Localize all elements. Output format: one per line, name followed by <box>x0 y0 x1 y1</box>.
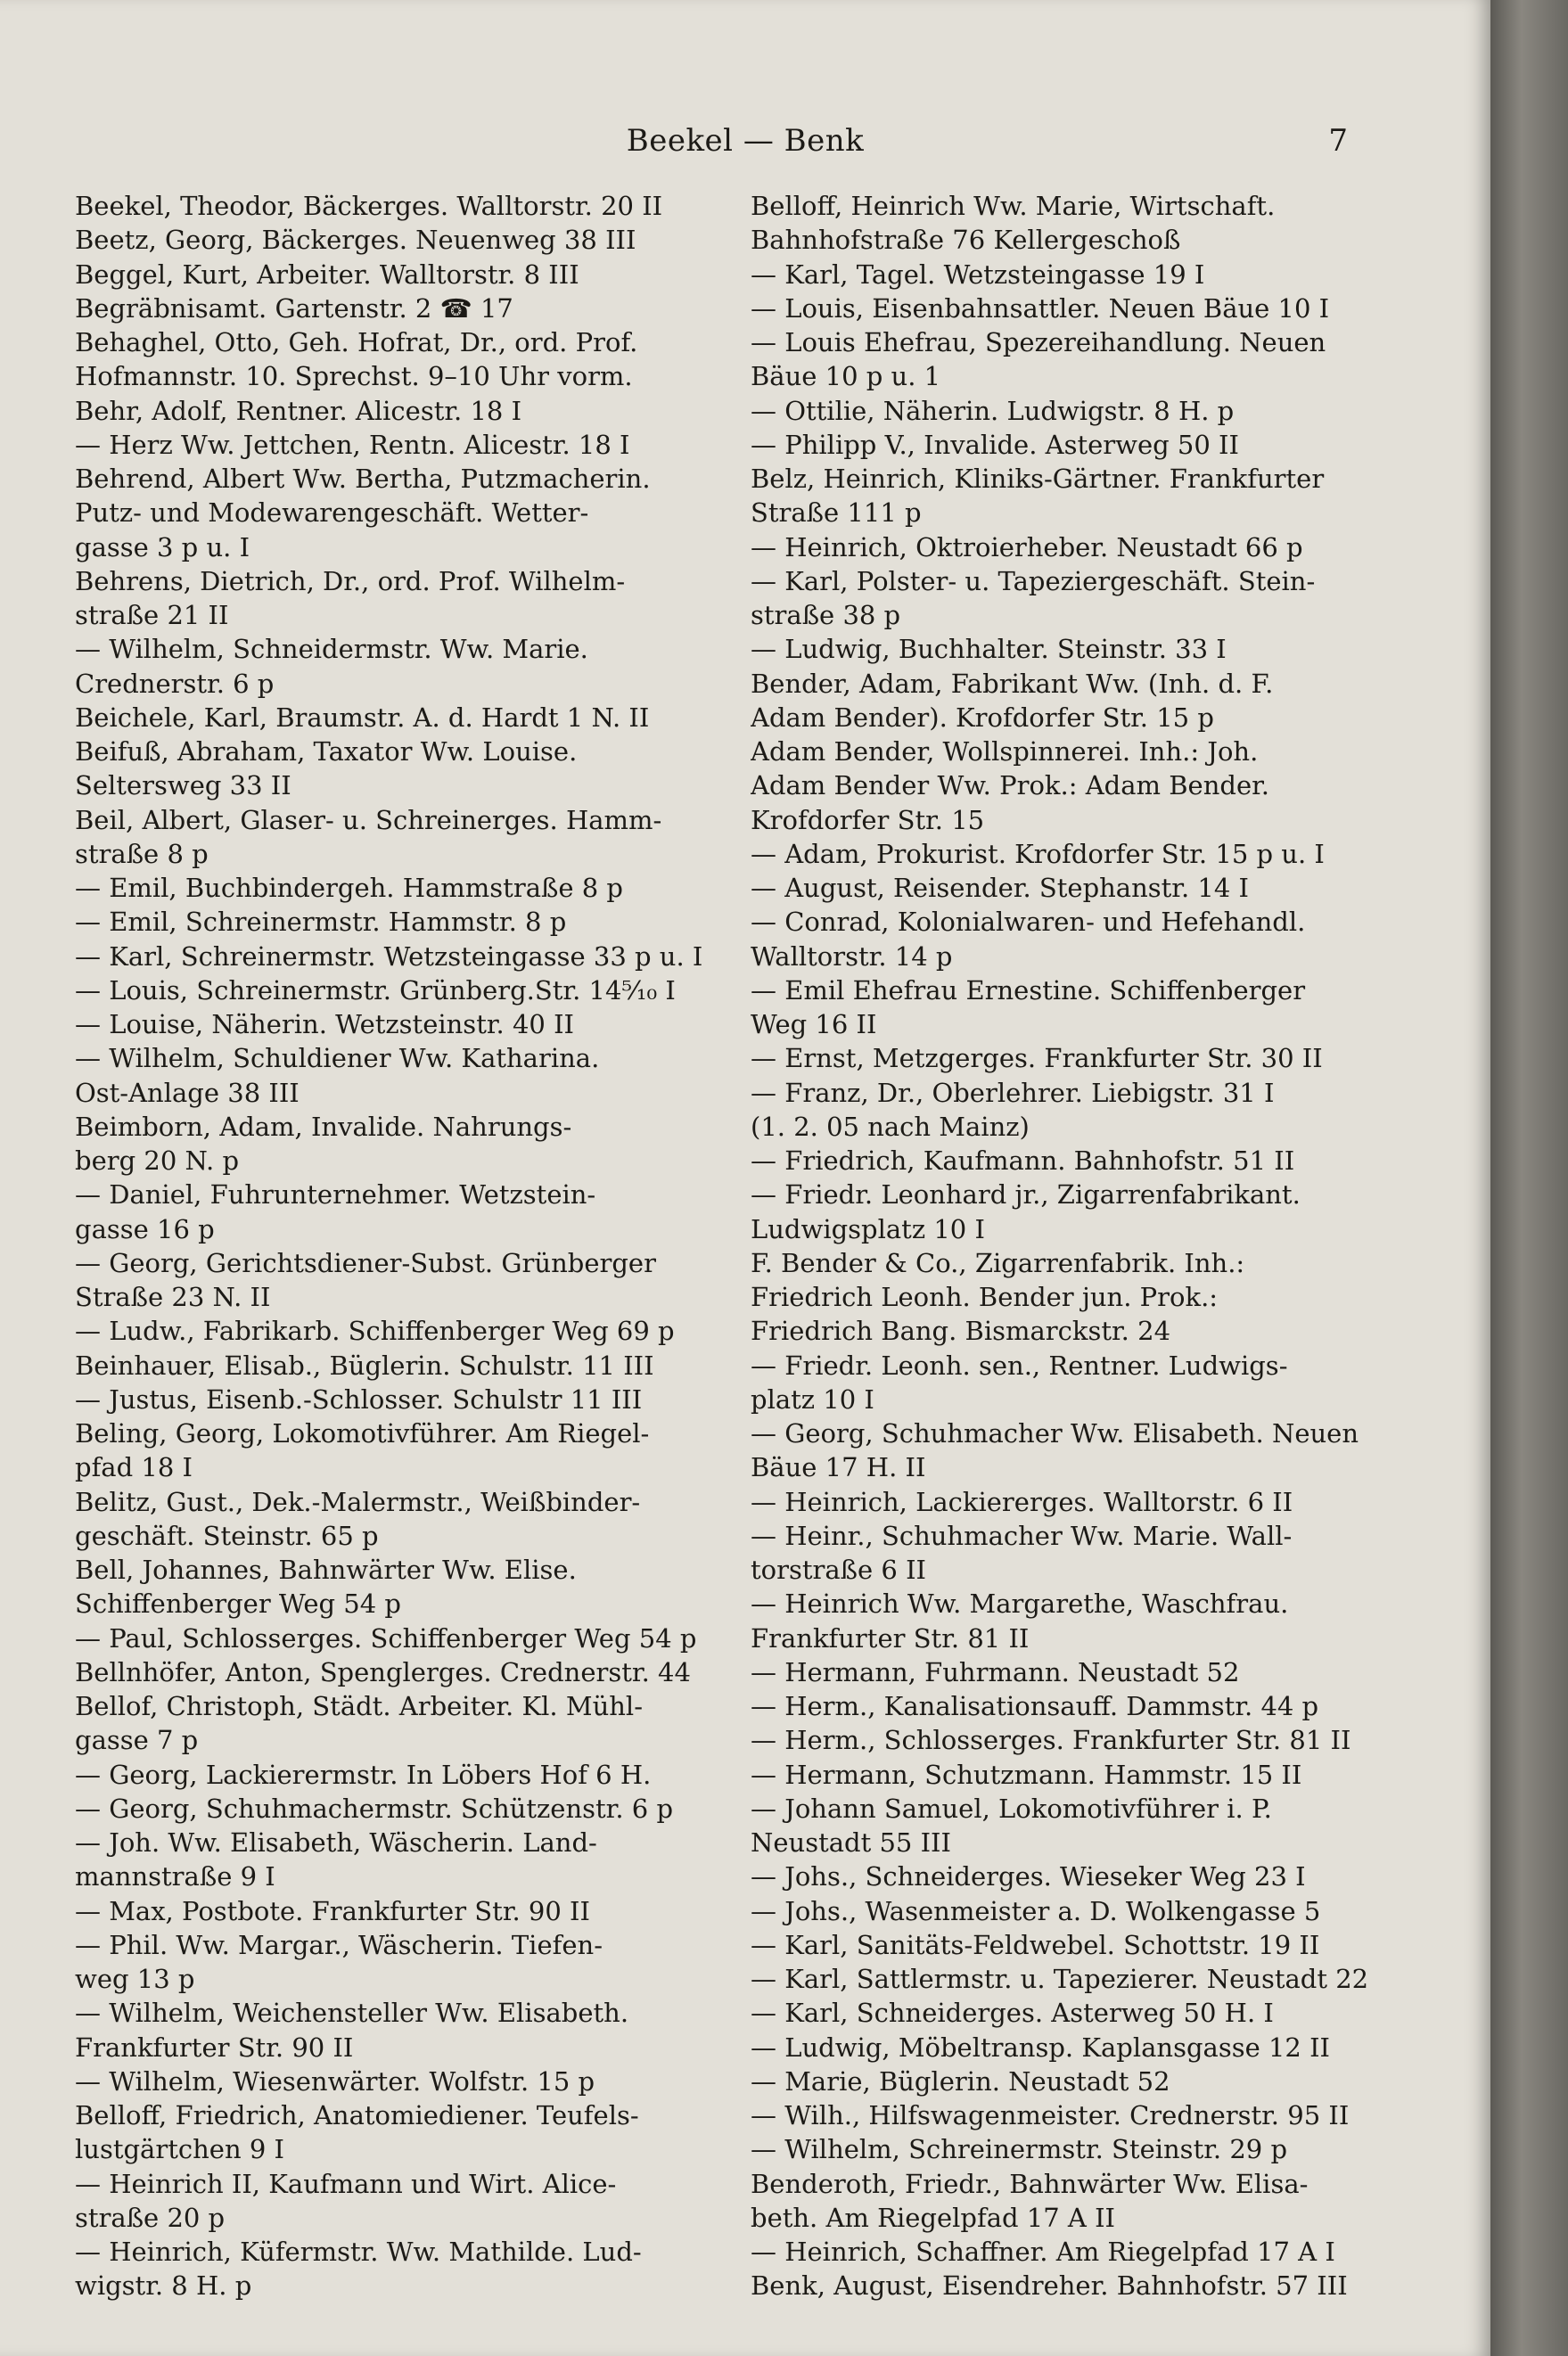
directory-line: Beil, Albert, Glaser- u. Schreinerges. Hamm- <box>75 804 662 835</box>
directory-line: — Georg, Lackierermstr. In Löbers Hof 6 H. <box>75 1759 652 1790</box>
directory-line: — Justus, Eisenb.-Schlosser. Schulstr 11 III <box>75 1383 643 1415</box>
directory-line: — Max, Postbote. Frankfurter Str. 90 II <box>75 1895 590 1926</box>
directory-line: Bellnhöfer, Anton, Spenglerges. Crednerstr. 44 <box>75 1656 691 1687</box>
directory-line: Begräbnisamt. Gartenstr. 2 ☎ 17 <box>75 292 513 324</box>
directory-line: Behr, Adolf, Rentner. Alicestr. 18 I <box>75 395 522 426</box>
directory-line: Bellof, Christoph, Städt. Arbeiter. Kl. Mühl- <box>75 1691 643 1721</box>
directory-line: — Georg, Gerichtsdiener-Subst. Grünberger <box>75 1247 656 1278</box>
directory-line: — Herm., Schlosserges. Frankfurter Str. 81 II <box>751 1725 1351 1756</box>
directory-line: Hofmannstr. 10. Sprechst. 9–10 Uhr vorm. <box>75 361 633 392</box>
directory-line: torstraße 6 II <box>751 1555 926 1585</box>
directory-line: Belz, Heinrich, Kliniks-Gärtner. Frankfurter <box>751 464 1325 494</box>
directory-line: Bahnhofstraße 76 Kellergeschoß <box>751 225 1181 256</box>
directory-line: — Ludwig, Möbeltransp. Kaplansgasse 12 II <box>751 2032 1331 2063</box>
directory-line: — Marie, Büglerin. Neustadt 52 <box>751 2065 1170 2097</box>
directory-line: — Friedr. Leonhard jr., Zigarrenfabrikant. <box>751 1179 1301 1211</box>
directory-line: — Heinrich, Lackiererges. Walltorstr. 6 II <box>751 1486 1293 1517</box>
directory-line: — Emil Ehefrau Ernestine. Schiffenberger <box>751 974 1306 1006</box>
directory-line: Adam Bender Ww. Prok.: Adam Bender. <box>751 770 1269 801</box>
directory-line: — Ludwig, Buchhalter. Steinstr. 33 I <box>751 634 1227 665</box>
directory-line: — Louis, Eisenbahnsattler. Neuen Bäue 10 I <box>751 292 1330 324</box>
directory-line: — Conrad, Kolonialwaren- und Hefehandl. <box>751 907 1306 938</box>
left-column <box>75 189 743 2303</box>
directory-line: lustgärtchen 9 I <box>75 2134 284 2165</box>
directory-line: — Hermann, Schutzmann. Hammstr. 15 II <box>751 1759 1302 1790</box>
directory-line: — Johs., Wasenmeister a. D. Wolkengasse 5 <box>751 1895 1321 1926</box>
directory-line: — Hermann, Fuhrmann. Neustadt 52 <box>751 1656 1240 1687</box>
directory-line: — Ottilie, Näherin. Ludwigstr. 8 H. p <box>751 395 1235 426</box>
directory-line: gasse 7 p <box>75 1725 199 1756</box>
directory-line: gasse 3 p u. I <box>75 531 250 562</box>
directory-line: Belloff, Heinrich Ww. Marie, Wirtschaft. <box>751 191 1276 221</box>
directory-line: — Karl, Sattlermstr. u. Tapezierer. Neustadt 22 <box>751 1964 1369 1994</box>
directory-line: Benderoth, Friedr., Bahnwärter Ww. Elisa- <box>751 2168 1309 2199</box>
directory-line: — Heinrich, Oktroierheber. Neustadt 66 p <box>751 531 1303 562</box>
directory-line: Schiffenberger Weg 54 p <box>75 1588 401 1620</box>
directory-line: Bäue 10 p u. 1 <box>751 361 941 392</box>
directory-line: Belloff, Friedrich, Anatomiediener. Teufels- <box>75 2100 639 2130</box>
directory-line: — Johann Samuel, Lokomotivführer i. P. <box>751 1793 1272 1824</box>
running-head: Beekel — Benk <box>626 123 865 159</box>
directory-line: Bender, Adam, Fabrikant Ww. (Inh. d. F. <box>751 668 1274 699</box>
directory-line: Seltersweg 33 II <box>75 770 291 801</box>
directory-line: — Wilhelm, Schuldiener Ww. Katharina. <box>75 1043 600 1074</box>
directory-line: — Heinr., Schuhmacher Ww. Marie. Wall- <box>751 1520 1293 1551</box>
directory-line: weg 13 p <box>75 1964 195 1994</box>
directory-line: Straße 111 p <box>751 497 922 529</box>
book-edge <box>1490 0 1568 2356</box>
directory-line: (1. 2. 05 nach Mainz) <box>751 1111 1030 1142</box>
directory-line: — Karl, Polster- u. Tapeziergeschäft. Stein- <box>751 565 1316 596</box>
directory-line: — Louis Ehefrau, Spezereihandlung. Neuen <box>751 327 1326 357</box>
directory-line: Beetz, Georg, Bäckerges. Neuenweg 38 III <box>75 225 636 256</box>
directory-line: — Wilhelm, Schreinermstr. Steinstr. 29 p <box>751 2134 1288 2165</box>
directory-line: — August, Reisender. Stephanstr. 14 I <box>751 873 1250 903</box>
directory-line: — Louis, Schreinermstr. Grünberg.Str. 14⁵⁄₁₀ I <box>75 974 676 1006</box>
directory-line: Beifuß, Abraham, Taxator Ww. Louise. <box>75 736 578 767</box>
directory-line: Frankfurter Str. 81 II <box>751 1622 1030 1654</box>
directory-line: Bäue 17 H. II <box>751 1452 926 1483</box>
directory-line: — Wilhelm, Schneidermstr. Ww. Marie. <box>75 634 588 665</box>
directory-line: Putz- und Modewarengeschäft. Wetter- <box>75 497 589 529</box>
directory-line: Belitz, Gust., Dek.-Malermstr., Weißbinder- <box>75 1486 641 1517</box>
directory-line: — Karl, Tagel. Wetzsteingasse 19 I <box>751 259 1205 290</box>
directory-line: Friedrich Bang. Bismarckstr. 24 <box>751 1316 1171 1347</box>
directory-line: Frankfurter Str. 90 II <box>75 2032 354 2063</box>
directory-line: — Emil, Buchbindergeh. Hammstraße 8 p <box>75 873 623 903</box>
directory-line: Ludwigsplatz 10 I <box>751 1213 985 1244</box>
directory-line: — Phil. Ww. Margar., Wäscherin. Tiefen- <box>75 1929 603 1960</box>
directory-line: — Ernst, Metzgerges. Frankfurter Str. 30 II <box>751 1043 1323 1074</box>
directory-line: Krofdorfer Str. 15 <box>751 804 985 835</box>
directory-line: Weg 16 II <box>751 1009 877 1039</box>
directory-line: mannstraße 9 I <box>75 1861 275 1892</box>
directory-line: Beekel, Theodor, Bäckerges. Walltorstr. 20 II <box>75 191 663 221</box>
directory-line: Adam Bender). Krofdorfer Str. 15 p <box>751 702 1214 733</box>
directory-line: — Heinrich, Küfermstr. Ww. Mathilde. Lud- <box>75 2237 642 2267</box>
directory-line: Walltorstr. 14 p <box>751 940 953 972</box>
directory-line: — Ludw., Fabrikarb. Schiffenberger Weg 69 p <box>75 1316 675 1347</box>
directory-line: — Wilhelm, Weichensteller Ww. Elisabeth. <box>75 1998 629 2029</box>
directory-line: Beimborn, Adam, Invalide. Nahrungs- <box>75 1111 572 1142</box>
directory-line: Behrens, Dietrich, Dr., ord. Prof. Wilhelm- <box>75 565 626 596</box>
directory-line: F. Bender & Co., Zigarrenfabrik. Inh.: <box>751 1247 1245 1278</box>
directory-line: — Karl, Schneiderges. Asterweg 50 H. I <box>751 1998 1274 2029</box>
directory-line: — Joh. Ww. Elisabeth, Wäscherin. Land- <box>75 1827 597 1858</box>
directory-line: gasse 16 p <box>75 1213 215 1244</box>
directory-line: — Friedr. Leonh. sen., Rentner. Ludwigs- <box>751 1350 1288 1381</box>
directory-line: Ost-Anlage 38 III <box>75 1077 300 1108</box>
directory-line: — Heinrich, Schaffner. Am Riegelpfad 17 A I <box>751 2237 1335 2267</box>
page-number: 7 <box>1328 123 1348 159</box>
directory-line: Behrend, Albert Ww. Bertha, Putzmacherin. <box>75 464 651 494</box>
directory-line: Beling, Georg, Lokomotivführer. Am Riegel- <box>75 1418 650 1449</box>
directory-line: — Herm., Kanalisationsauff. Dammstr. 44 p <box>751 1691 1319 1721</box>
directory-line: — Louise, Näherin. Wetzsteinstr. 40 II <box>75 1009 574 1039</box>
page-header <box>0 123 1490 168</box>
directory-line: — Johs., Schneiderges. Wieseker Weg 23 I <box>751 1861 1306 1892</box>
directory-line: Beggel, Kurt, Arbeiter. Walltorstr. 8 III <box>75 259 579 290</box>
directory-line: Crednerstr. 6 p <box>75 668 275 699</box>
directory-line: Bell, Johannes, Bahnwärter Ww. Elise. <box>75 1555 577 1585</box>
directory-line: straße 8 p <box>75 838 209 869</box>
directory-line: straße 38 p <box>751 600 901 630</box>
directory-line: Straße 23 N. II <box>75 1282 271 1312</box>
directory-line: — Herz Ww. Jettchen, Rentn. Alicestr. 18 I <box>75 429 630 460</box>
directory-line: — Wilhelm, Wiesenwärter. Wolfstr. 15 p <box>75 2065 595 2097</box>
directory-line: Neustadt 55 III <box>751 1827 951 1858</box>
directory-line: — Philipp V., Invalide. Asterweg 50 II <box>751 429 1239 460</box>
directory-line: Benk, August, Eisendreher. Bahnhofstr. 57 III <box>751 2270 1348 2302</box>
directory-line: straße 20 p <box>75 2202 226 2233</box>
directory-line: Beichele, Karl, Braumstr. A. d. Hardt 1 N. II <box>75 702 650 733</box>
directory-line: — Karl, Sanitäts-Feldwebel. Schottstr. 19 II <box>751 1929 1320 1960</box>
directory-line: berg 20 N. p <box>75 1145 240 1176</box>
directory-line: platz 10 I <box>751 1383 874 1415</box>
directory-line: Beinhauer, Elisab., Büglerin. Schulstr. 11 III <box>75 1350 654 1381</box>
directory-line: wigstr. 8 H. p <box>75 2270 252 2302</box>
directory-line: — Georg, Schuhmacher Ww. Elisabeth. Neuen <box>751 1418 1359 1449</box>
directory-line: Friedrich Leonh. Bender jun. Prok.: <box>751 1282 1219 1312</box>
directory-line: — Friedrich, Kaufmann. Bahnhofstr. 51 II <box>751 1145 1295 1176</box>
directory-line: Adam Bender, Wollspinnerei. Inh.: Joh. <box>751 736 1259 767</box>
directory-line: pfad 18 I <box>75 1452 193 1483</box>
right-column <box>751 189 1419 2303</box>
directory-line: — Paul, Schlosserges. Schiffenberger Weg 54 p <box>75 1622 697 1654</box>
directory-line: — Adam, Prokurist. Krofdorfer Str. 15 p u. I <box>751 838 1325 869</box>
directory-line: — Karl, Schreinermstr. Wetzsteingasse 33 p u. I <box>75 940 703 972</box>
directory-line: — Heinrich Ww. Margarethe, Waschfrau. <box>751 1588 1289 1620</box>
directory-line: geschäft. Steinstr. 65 p <box>75 1520 379 1551</box>
directory-line: — Georg, Schuhmachermstr. Schützenstr. 6 p <box>75 1793 674 1824</box>
directory-line: — Heinrich II, Kaufmann und Wirt. Alice- <box>75 2168 617 2199</box>
directory-line: — Franz, Dr., Oberlehrer. Liebigstr. 31 I <box>751 1077 1275 1108</box>
directory-line: — Emil, Schreinermstr. Hammstr. 8 p <box>75 907 567 938</box>
directory-line: Behaghel, Otto, Geh. Hofrat, Dr., ord. Prof. <box>75 327 638 357</box>
directory-line: straße 21 II <box>75 600 229 630</box>
directory-line: beth. Am Riegelpfad 17 A II <box>751 2202 1115 2233</box>
directory-line: — Daniel, Fuhrunternehmer. Wetzstein- <box>75 1179 596 1211</box>
directory-line: — Wilh., Hilfswagenmeister. Crednerstr. 95 II <box>751 2100 1350 2130</box>
